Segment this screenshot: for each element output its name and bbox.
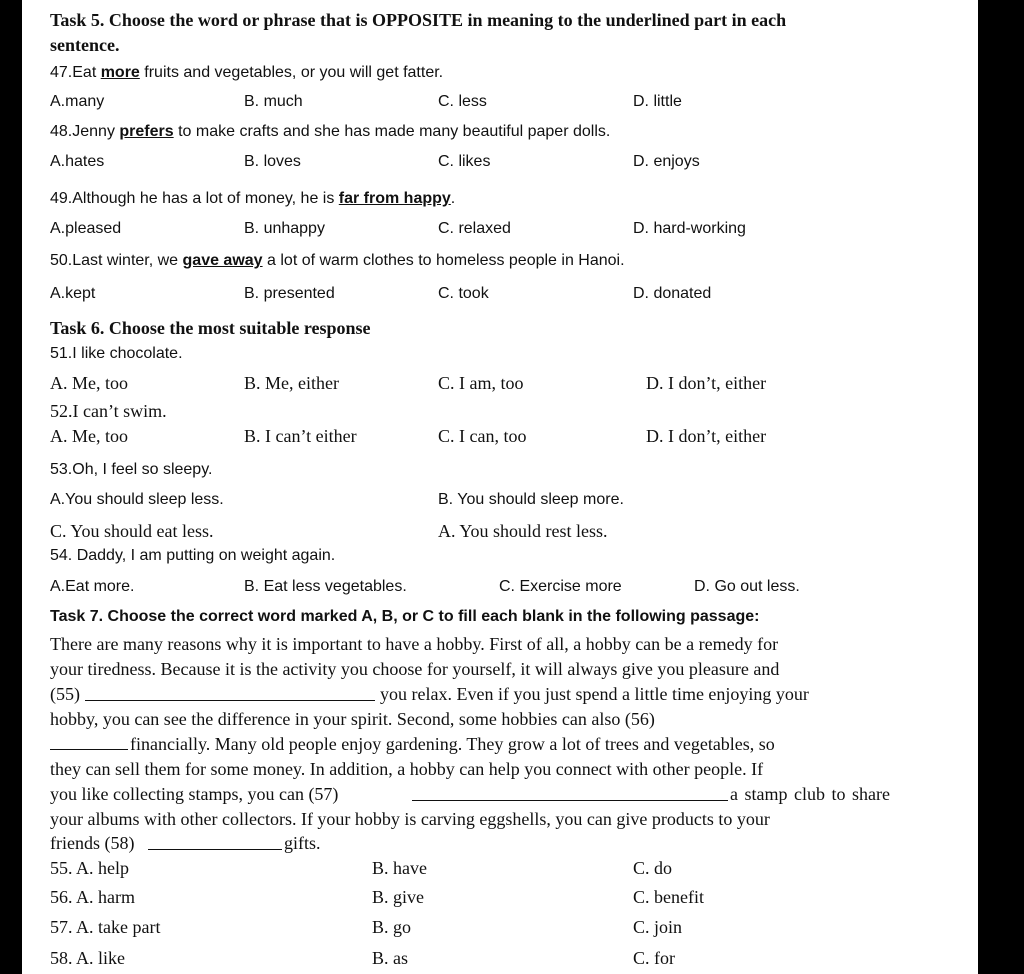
passage-line-7a: you like collecting stamps, you can (57) (50, 784, 339, 804)
q50-option-d: D. donated (633, 285, 712, 302)
blank-55 (85, 700, 375, 701)
q50-text-pre: 50.Last winter, we (50, 252, 183, 269)
q52-option-b: B. I can’t either (244, 426, 357, 446)
q55-option-c: C. do (633, 858, 673, 878)
q51-option-a: A. Me, too (50, 373, 128, 393)
q49-underlined: far from happy (338, 190, 451, 207)
q48-option-a: A.hates (50, 153, 105, 170)
passage-line-6: they can sell them for some money. In addition, a hobby can help you connect with other people. If (50, 759, 764, 779)
task6-title: Task 6. Choose the most suitable response (50, 318, 371, 338)
question-54: 54. Daddy, I am putting on weight again. (50, 547, 336, 564)
q50-text-post: a lot of warm clothes to homeless people in Hanoi. (262, 252, 625, 269)
q48-option-d: D. enjoys (633, 153, 700, 170)
q53-option-c: C. You should eat less. (50, 521, 214, 541)
passage-line-3b: you relax. Even if you just spend a little time enjoying your (380, 684, 809, 704)
q47-option-b: B. much (244, 93, 303, 110)
question-52: 52.I can’t swim. (50, 401, 167, 421)
q52-option-d: D. I don’t, either (646, 426, 767, 446)
passage-line-8: your albums with other collectors. If your hobby is carving eggshells, you can give products to your (50, 809, 770, 829)
q47-text-post: fruits and vegetables, or you will get fatter. (139, 64, 444, 81)
question-53: 53.Oh, I feel so sleepy. (50, 461, 213, 478)
q47-option-a: A.many (50, 93, 105, 110)
q48-text-pre: 48.Jenny (50, 123, 120, 140)
q49-option-a: A.pleased (50, 220, 122, 237)
q58-option-a: 58. A. like (50, 948, 125, 968)
q47-underlined: more (100, 64, 140, 81)
q52-option-c: C. I can, too (438, 426, 527, 446)
q56-option-b: B. give (372, 887, 424, 907)
task7-title: Task 7. Choose the correct word marked A, B, or C to fill each blank in the following passage: (50, 608, 760, 625)
q49-option-c: C. relaxed (438, 220, 511, 237)
q57-option-b: B. go (372, 917, 412, 937)
q54-option-a: A.Eat more. (50, 578, 135, 595)
q53-option-b: B. You should sleep more. (438, 491, 624, 508)
passage-line-1: There are many reasons why it is important to have a hobby. First of all, a hobby can be a remedy for (50, 634, 779, 654)
q50-option-a: A.kept (50, 285, 96, 302)
q56-option-a: 56. A. harm (50, 887, 135, 907)
q49-text-post: . (450, 190, 456, 207)
q53-option-a: A.You should sleep less. (50, 491, 224, 508)
q51-option-c: C. I am, too (438, 373, 524, 393)
q56-option-c: C. benefit (633, 887, 704, 907)
blank-58 (148, 849, 282, 850)
q48-option-b: B. loves (244, 153, 301, 170)
question-48 (50, 122, 610, 142)
q57-option-a: 57. A. take part (50, 917, 161, 937)
q50-underlined: gave away (182, 252, 263, 269)
q49-option-d: D. hard-working (633, 220, 746, 237)
passage-line-9a: friends (58) (50, 833, 135, 853)
q52-option-a: A. Me, too (50, 426, 128, 446)
passage-line-2: your tiredness. Because it is the activity you choose for yourself, it will always give you pleasure and (50, 659, 780, 679)
question-47 (50, 63, 443, 83)
q57-option-c: C. join (633, 917, 683, 937)
q50-option-b: B. presented (244, 285, 335, 302)
blank-56 (50, 749, 128, 750)
passage-line-7b: a stamp club to share (730, 784, 890, 804)
q54-option-d: D. Go out less. (694, 578, 800, 595)
question-50 (50, 251, 625, 271)
task5-title-cont: sentence. (50, 35, 120, 55)
q53-option-d: A. You should rest less. (438, 521, 608, 541)
question-51: 51.I like chocolate. (50, 345, 183, 362)
q47-option-c: C. less (438, 93, 487, 110)
q55-option-a: 55. A. help (50, 858, 129, 878)
passage-line-5: financially. Many old people enjoy gardening. They grow a lot of trees and vegetables, so (130, 734, 775, 754)
q51-option-d: D. I don’t, either (646, 373, 767, 393)
q47-option-d: D. little (633, 93, 682, 110)
blank-57 (412, 800, 728, 801)
passage-line-9b: gifts. (284, 833, 321, 853)
task5-title: Task 5. Choose the word or phrase that is OPPOSITE in meaning to the underlined part in each (50, 10, 787, 30)
worksheet-page (22, 0, 978, 974)
q54-option-c: C. Exercise more (499, 578, 622, 595)
q51-option-b: B. Me, either (244, 373, 339, 393)
question-49 (50, 189, 455, 209)
q48-option-c: C. likes (438, 153, 491, 170)
q58-option-c: C. for (633, 948, 675, 968)
q55-option-b: B. have (372, 858, 427, 878)
q49-option-b: B. unhappy (244, 220, 325, 237)
q49-text-pre: 49.Although he has a lot of money, he is (50, 190, 339, 207)
q58-option-b: B. as (372, 948, 408, 968)
q54-option-b: B. Eat less vegetables. (244, 578, 407, 595)
passage-line-4: hobby, you can see the difference in your spirit. Second, some hobbies can also (56) (50, 709, 655, 729)
q50-option-c: C. took (438, 285, 489, 302)
passage-line-3a: (55) (50, 684, 80, 704)
q48-text-post: to make crafts and she has made many beautiful paper dolls. (173, 123, 611, 140)
q47-text-pre: 47.Eat (50, 64, 101, 81)
q48-underlined: prefers (119, 123, 174, 140)
